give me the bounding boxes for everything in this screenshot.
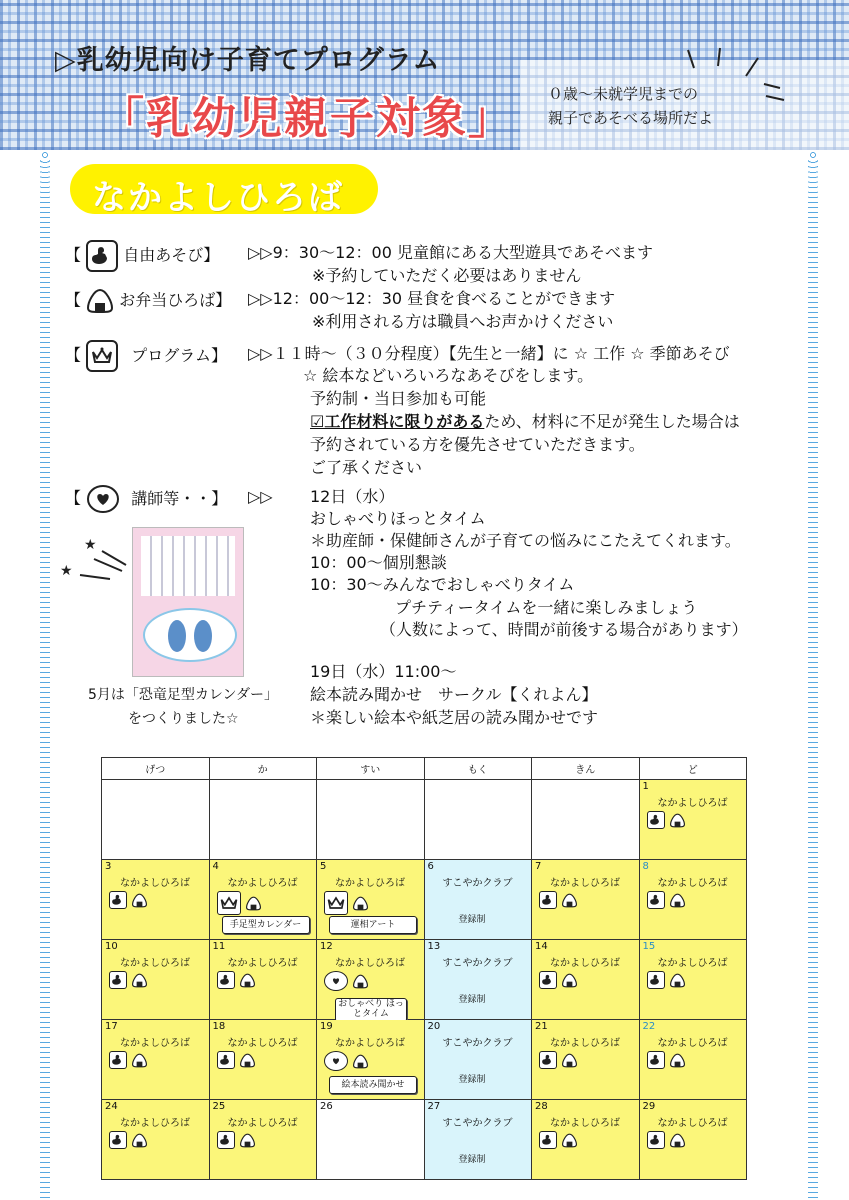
calendar-day-cell — [639, 1020, 747, 1100]
lecturer-line: 19日（水）11:00〜 — [310, 662, 457, 681]
calendar-day-cell — [102, 940, 210, 1020]
free-play-line1: ▷▷9：30〜12：00 児童館にある大型遊具であそべます — [248, 243, 653, 262]
event-title: なかよしひろば — [227, 1038, 298, 1049]
photo-caption-line1: 5月は「恐竜足型カレンダー」 — [88, 687, 278, 703]
day-icons — [217, 891, 262, 915]
weekday-header: きん — [532, 758, 640, 780]
lecturer-row — [65, 484, 227, 514]
event-title: なかよしひろば — [550, 878, 620, 889]
onigiri-icon — [86, 288, 114, 314]
weekday-header: げつ — [102, 758, 210, 780]
free-play-line2: ※予約していただく必要はありません — [312, 266, 582, 285]
registration-label: 登録制 — [458, 1075, 486, 1085]
event-title: なかよしひろば — [657, 958, 728, 969]
program-line1: ▷▷１１時〜（３０分程度）【先生と一緒】に ☆ 工作 ☆ 季節あそび — [248, 344, 730, 363]
day-number: 17 — [105, 1021, 118, 1032]
day-icons — [217, 971, 256, 989]
day-icons — [217, 1131, 256, 1149]
event-title: なかよしひろば — [657, 878, 728, 889]
day-number: 22 — [642, 1021, 656, 1032]
header-note-line2: 親子であそべる場所だよ — [548, 109, 714, 127]
heart-icon — [324, 1051, 348, 1071]
event-title: なかよしひろば — [657, 1118, 728, 1129]
free-play-label: 自由あそび】 — [123, 245, 220, 265]
open-bracket: 【 — [65, 345, 87, 365]
event-title: なかよしひろば — [120, 1118, 190, 1129]
lunch-line1: ▷▷12：00〜12：30 昼食を食べることができます — [248, 289, 616, 308]
day-icons — [539, 971, 578, 989]
day-number: 20 — [427, 1021, 441, 1032]
day-number: 5 — [320, 861, 327, 872]
day-number: 13 — [427, 941, 441, 952]
event-title: なかよしひろば — [227, 1118, 298, 1129]
day-icons — [539, 1051, 578, 1069]
calendar-day-cell — [639, 860, 747, 940]
day-icons — [109, 891, 148, 909]
day-number: 27 — [427, 1101, 441, 1112]
header-title: 「乳幼児親子対象」 — [100, 93, 514, 144]
calendar-day-cell — [209, 780, 317, 860]
duck-icon — [109, 1131, 127, 1149]
lunch-row — [65, 288, 231, 314]
footprint-calendar-photo — [132, 527, 244, 677]
weekday-header: か — [209, 758, 317, 780]
calendar-day-cell — [317, 860, 425, 940]
weekday-header: もく — [424, 758, 532, 780]
day-number: 3 — [105, 861, 112, 872]
lecturer-line: 12日（水） — [310, 487, 395, 506]
onigiri-icon — [669, 813, 686, 828]
event-title: なかよしひろば — [227, 958, 298, 969]
calendar-header-row — [102, 758, 747, 780]
onigiri-icon — [561, 1133, 578, 1148]
calendar-week-row — [102, 780, 747, 860]
svg-text:★: ★ — [84, 537, 97, 553]
day-icons — [109, 1131, 148, 1149]
open-bracket: 【 — [65, 245, 87, 265]
onigiri-icon — [239, 1133, 256, 1148]
header-subtitle: ▷乳幼児向け子育てプログラム — [55, 45, 441, 76]
section-title: なかよしひろば — [92, 178, 344, 218]
registration-label: 登録制 — [458, 915, 486, 925]
program-row — [65, 340, 227, 372]
duck-icon — [109, 1051, 127, 1069]
onigiri-icon — [131, 1133, 148, 1148]
calendar-day-cell — [317, 1020, 425, 1100]
day-number: 6 — [427, 861, 434, 872]
onigiri-icon — [561, 973, 578, 988]
onigiri-icon — [561, 893, 578, 908]
free-play-row — [65, 240, 219, 272]
crown-icon — [86, 340, 118, 372]
calendar-day-cell — [209, 1100, 317, 1180]
crown-icon — [217, 891, 241, 915]
duck-icon — [539, 1131, 557, 1149]
day-number: 21 — [535, 1021, 548, 1032]
calendar-day-cell — [209, 940, 317, 1020]
onigiri-icon — [669, 973, 686, 988]
lecturer-line: （人数によって、時間が前後する場合があります） — [380, 620, 748, 639]
duck-icon — [539, 971, 557, 989]
program-line4-emphasis: ☑工作材料に限りがある — [310, 412, 485, 431]
lecturer-line: ＊楽しい絵本や紙芝居の読み聞かせです — [310, 708, 599, 727]
calendar-day-cell — [317, 940, 425, 1020]
day-icons — [109, 1051, 148, 1069]
right-loop-border — [808, 150, 818, 1200]
duck-icon — [647, 1131, 665, 1149]
calendar-day-cell — [209, 1020, 317, 1100]
lecturer-line: プチティータイムを一緒に楽しみましょう — [395, 598, 698, 617]
day-icons — [324, 971, 369, 991]
event-title: なかよしひろば — [120, 958, 190, 969]
calendar-day-cell — [424, 940, 532, 1020]
duck-icon — [109, 971, 127, 989]
day-number: 25 — [212, 1101, 226, 1112]
calendar-day-cell — [102, 860, 210, 940]
day-icons — [109, 971, 148, 989]
day-icons — [647, 891, 686, 909]
event-title: すこやかクラブ — [442, 878, 513, 889]
footprint-icon — [145, 610, 235, 660]
calendar-day-cell — [639, 940, 747, 1020]
weekday-header: すい — [317, 758, 425, 780]
calendar-table — [101, 757, 747, 1180]
event-title: なかよしひろば — [550, 1038, 620, 1049]
day-number: 15 — [642, 941, 656, 952]
calendar-week-row — [102, 940, 747, 1020]
day-number: 10 — [105, 941, 118, 952]
onigiri-icon — [561, 1053, 578, 1068]
activity-tag: 手足型カレンダー — [222, 916, 310, 934]
activity-tag: おしゃべり ほっとタイム — [335, 998, 407, 1022]
lunch-line2: ※利用される方は職員へお声かけください — [312, 312, 614, 331]
calendar-week-row — [102, 1100, 747, 1180]
event-title: すこやかクラブ — [442, 1118, 513, 1129]
day-number: 11 — [212, 941, 226, 952]
event-title: すこやかクラブ — [442, 1038, 513, 1049]
star-sparkle-icon — [58, 535, 128, 585]
event-title: なかよしひろば — [227, 878, 298, 889]
day-icons — [539, 891, 578, 909]
event-title: なかよしひろば — [335, 1038, 405, 1049]
day-number: 1 — [642, 781, 649, 792]
onigiri-icon — [131, 893, 148, 908]
day-number: 7 — [535, 861, 542, 872]
heart-icon — [324, 971, 348, 991]
calendar-day-cell — [102, 1100, 210, 1180]
onigiri-icon — [245, 896, 262, 911]
event-title: なかよしひろば — [550, 1118, 620, 1129]
onigiri-icon — [352, 974, 369, 989]
duck-icon — [647, 1051, 665, 1069]
calendar-week-row — [102, 860, 747, 940]
calendar-day-cell — [532, 940, 640, 1020]
day-number: 12 — [320, 941, 333, 952]
program-line5: 予約されている方を優先させていただきます。 — [310, 435, 645, 454]
open-bracket: 【 — [65, 488, 87, 508]
event-title: なかよしひろば — [550, 958, 620, 969]
day-icons — [324, 891, 369, 915]
weekday-header: ど — [639, 758, 747, 780]
svg-text:★: ★ — [60, 563, 73, 579]
calendar-day-cell — [424, 780, 532, 860]
duck-icon — [647, 811, 665, 829]
left-loop-border — [40, 150, 50, 1200]
day-icons — [217, 1051, 256, 1069]
calendar-day-cell — [532, 860, 640, 940]
event-title: なかよしひろば — [120, 878, 190, 889]
lecturer-line: 10：00〜個別懇談 — [310, 553, 447, 572]
registration-label: 登録制 — [458, 995, 486, 1005]
program-line4 — [310, 411, 740, 433]
event-title: なかよしひろば — [120, 1038, 190, 1049]
duck-icon — [109, 891, 127, 909]
onigiri-icon — [669, 1053, 686, 1068]
lecturer-arrows: ▷▷ — [248, 487, 273, 506]
event-title: なかよしひろば — [657, 798, 728, 809]
lecturer-line: 10：30〜みんなでおしゃべりタイム — [310, 575, 575, 594]
day-number: 24 — [105, 1101, 118, 1112]
duck-icon — [647, 971, 665, 989]
day-icons — [647, 811, 686, 829]
photo-caption-line2: をつくりました☆ — [128, 711, 239, 727]
duck-icon — [539, 1051, 557, 1069]
header-note-line1: ０歳〜未就学児までの — [548, 85, 699, 103]
day-number: 14 — [535, 941, 548, 952]
photo-calendar-grid — [141, 536, 235, 596]
duck-icon — [86, 240, 118, 272]
onigiri-icon — [352, 1054, 369, 1069]
event-title: すこやかクラブ — [442, 958, 513, 969]
duck-icon — [647, 891, 665, 909]
onigiri-icon — [131, 973, 148, 988]
sparkle-lines-icon — [680, 40, 800, 110]
day-number: 26 — [320, 1101, 333, 1112]
calendar-day-cell — [424, 1020, 532, 1100]
heart-icon — [86, 484, 120, 514]
onigiri-icon — [669, 1133, 686, 1148]
lunch-label: お弁当ひろば】 — [119, 290, 232, 310]
day-icons — [539, 1131, 578, 1149]
calendar-day-cell — [532, 1020, 640, 1100]
calendar-day-cell — [639, 1100, 747, 1180]
duck-icon — [217, 971, 235, 989]
day-number: 29 — [642, 1101, 656, 1112]
day-icons — [647, 1131, 686, 1149]
duck-icon — [217, 1131, 235, 1149]
calendar-day-cell — [424, 860, 532, 940]
lecturer-line: ＊助産師・保健師さんが子育ての悩みにこたえてくれます。 — [310, 531, 741, 550]
program-line4-rest: ため、材料に不足が発生した場合は — [484, 412, 740, 431]
program-line2: ☆ 絵本などいろいろなあそびをします。 — [303, 366, 594, 385]
calendar-day-cell — [639, 780, 747, 860]
calendar-day-cell — [532, 780, 640, 860]
calendar-week-row — [102, 1020, 747, 1100]
crown-icon — [324, 891, 348, 915]
onigiri-icon — [239, 1053, 256, 1068]
day-number: 28 — [535, 1101, 548, 1112]
photo-footprint-oval — [143, 608, 237, 662]
program-label: プログラム】 — [131, 345, 228, 365]
day-number: 4 — [212, 861, 219, 872]
open-bracket: 【 — [65, 290, 87, 310]
onigiri-icon — [352, 896, 369, 911]
day-number: 18 — [212, 1021, 226, 1032]
event-title: なかよしひろば — [657, 1038, 728, 1049]
day-number: 8 — [642, 861, 649, 872]
onigiri-icon — [131, 1053, 148, 1068]
calendar-day-cell — [317, 780, 425, 860]
program-line6: ご了承ください — [310, 458, 423, 477]
duck-icon — [539, 891, 557, 909]
day-icons — [647, 1051, 686, 1069]
onigiri-icon — [239, 973, 256, 988]
onigiri-icon — [669, 893, 686, 908]
lecturer-line: おしゃべりほっとタイム — [310, 509, 486, 528]
event-title: なかよしひろば — [335, 878, 405, 889]
lecturer-line: 絵本読み聞かせ サークル【くれよん】 — [310, 685, 598, 704]
registration-label: 登録制 — [458, 1155, 486, 1165]
calendar-day-cell — [102, 1020, 210, 1100]
day-icons — [324, 1051, 369, 1071]
calendar-day-cell — [317, 1100, 425, 1180]
duck-icon — [217, 1051, 235, 1069]
activity-tag: 運相アート — [329, 916, 417, 934]
event-title: なかよしひろば — [335, 958, 405, 969]
calendar-day-cell — [424, 1100, 532, 1180]
calendar-day-cell — [102, 780, 210, 860]
day-number: 19 — [320, 1021, 333, 1032]
calendar-day-cell — [209, 860, 317, 940]
activity-tag: 絵本読み聞かせ — [329, 1076, 417, 1094]
program-line3: 予約制・当日参加も可能 — [310, 389, 487, 408]
calendar-day-cell — [532, 1100, 640, 1180]
day-icons — [647, 971, 686, 989]
lecturer-label: 講師等・・】 — [131, 488, 228, 508]
